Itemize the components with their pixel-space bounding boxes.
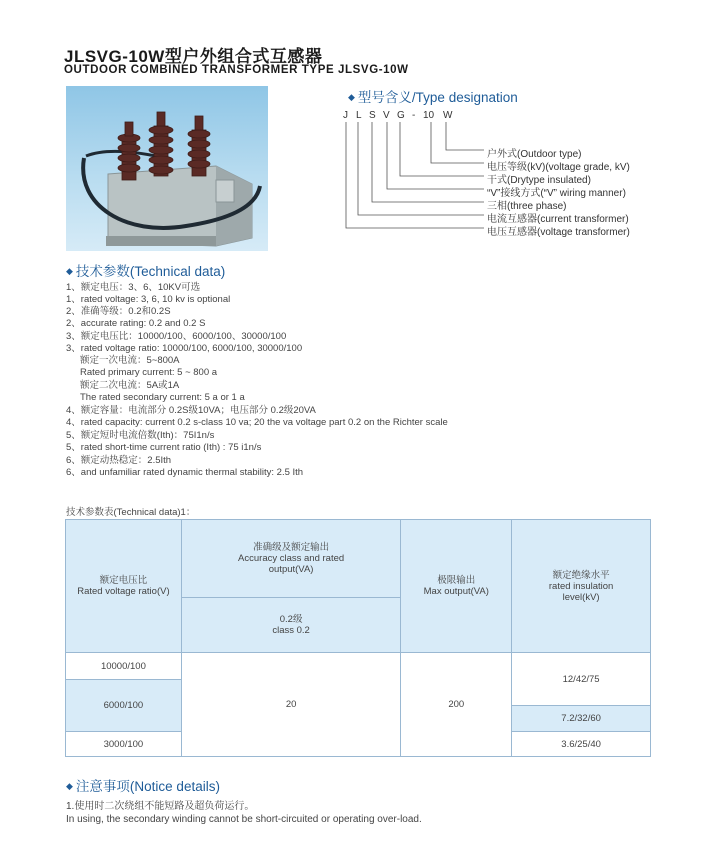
code-letter: W — [443, 110, 453, 121]
cell-ratio: 6000/100 — [66, 680, 182, 732]
technical-data-table — [65, 519, 651, 757]
designation-connector-lines — [0, 0, 710, 240]
spec-line: 1、rated voltage: 3, 6, 10 kv is optional — [66, 294, 231, 305]
spec-line: 6、and unfamiliar rated dynamic thermal stability: 2.5 Ith — [66, 467, 304, 478]
header-class-0-2: 0.2级 class 0.2 — [181, 598, 401, 653]
spec-line: 3、额定电压比：10000/100、6000/100、30000/100 — [66, 331, 287, 342]
code-letter: V — [383, 110, 390, 121]
meaning-voltage-transformer: 电压互感器(voltage transformer) — [487, 227, 630, 238]
notice-chinese: 1.使用时二次绕组不能短路及超负荷运行。 — [66, 801, 255, 812]
type-designation-heading: ◆ 型号含义/Type designation — [348, 90, 518, 105]
technical-data-heading: ◆ 技术参数(Technical data) — [66, 264, 226, 279]
cell-insulation: 12/42/75 — [512, 653, 651, 706]
code-letter: J — [343, 110, 348, 121]
meaning-voltage-grade: 电压等级(kV)(voltage grade, kV) — [487, 162, 630, 173]
page-subtitle: OUTDOOR COMBINED TRANSFORMER TYPE JLSVG-10W — [64, 64, 409, 76]
code-letter: S — [369, 110, 376, 121]
header-accuracy-class: 准确级及额定输出 Accuracy class and rated output(VA) — [181, 520, 401, 598]
spec-line: 6、额定动热稳定：2.5Ith — [66, 455, 172, 466]
table-caption: 技术参数表(Technical data)1： — [66, 507, 196, 518]
cell-max-output: 200 — [401, 653, 512, 757]
meaning-current-transformer: 电流互感器(current transformer) — [487, 214, 629, 225]
spec-line: The rated secondary current: 5 a or 1 a — [80, 392, 245, 403]
meaning-wiring: “V”接线方式(“V” wiring manner) — [487, 188, 626, 199]
code-letter: - — [412, 110, 416, 121]
cell-ratio: 10000/100 — [66, 653, 182, 680]
spec-line: 额定二次电流：5A或1A — [80, 380, 180, 391]
spec-line: 4、rated capacity: current 0.2 s-class 10 va; 20 the va voltage part 0.2 on the Richter scale — [66, 417, 448, 428]
spec-line: 4、额定容量：电流部分 0.2S级10VA；电压部分 0.2级20VA — [66, 405, 316, 416]
cell-ratio: 3000/100 — [66, 732, 182, 757]
code-letter: L — [356, 110, 362, 121]
bullet-icon: ◆ — [66, 781, 73, 791]
spec-line: Rated primary current: 5 ~ 800 a — [80, 367, 218, 378]
code-letter: 10 — [423, 110, 435, 121]
header-rated-insulation: 额定绝缘水平 rated insulation level(kV) — [512, 520, 651, 653]
cell-insulation: 3.6/25/40 — [512, 732, 651, 757]
header-rated-voltage-ratio: 额定电压比 Rated voltage ratio(V) — [66, 520, 182, 653]
meaning-three-phase: 三相(three phase) — [487, 201, 567, 212]
spec-line: 2、准确等级：0.2和0.2S — [66, 306, 171, 317]
header-max-output: 极限输出 Max output(VA) — [401, 520, 512, 653]
code-letter: G — [397, 110, 405, 121]
bullet-icon: ◆ — [66, 266, 73, 276]
spec-line: 3、rated voltage ratio: 10000/100, 6000/100, 30000/100 — [66, 343, 303, 354]
meaning-drytype: 干式(Drytype insulated) — [487, 175, 591, 186]
cell-output: 20 — [181, 653, 401, 757]
spec-line: 5、额定短时电流倍数(Ith)：75I1n/s — [66, 430, 215, 441]
spec-line: 5、rated short-time current ratio (Ith) : 75 i1n/s — [66, 442, 262, 453]
cell-insulation: 7.2/32/60 — [512, 706, 651, 732]
notice-heading: ◆ 注意事项(Notice details) — [66, 779, 220, 794]
spec-line: 2、accurate rating: 0.2 and 0.2 S — [66, 318, 206, 329]
bullet-icon: ◆ — [348, 92, 355, 102]
table-row — [66, 653, 651, 680]
spec-line: 1、额定电压：3、6、10KV可选 — [66, 282, 201, 293]
spec-line: 额定一次电流：5~800A — [80, 355, 180, 366]
meaning-outdoor: 户外式(Outdoor type) — [487, 149, 582, 160]
page-title: JLSVG-10W型户外组合式互感器 — [64, 47, 323, 66]
notice-english: In using, the secondary winding cannot be short-circuited or operating over-load. — [66, 814, 422, 825]
